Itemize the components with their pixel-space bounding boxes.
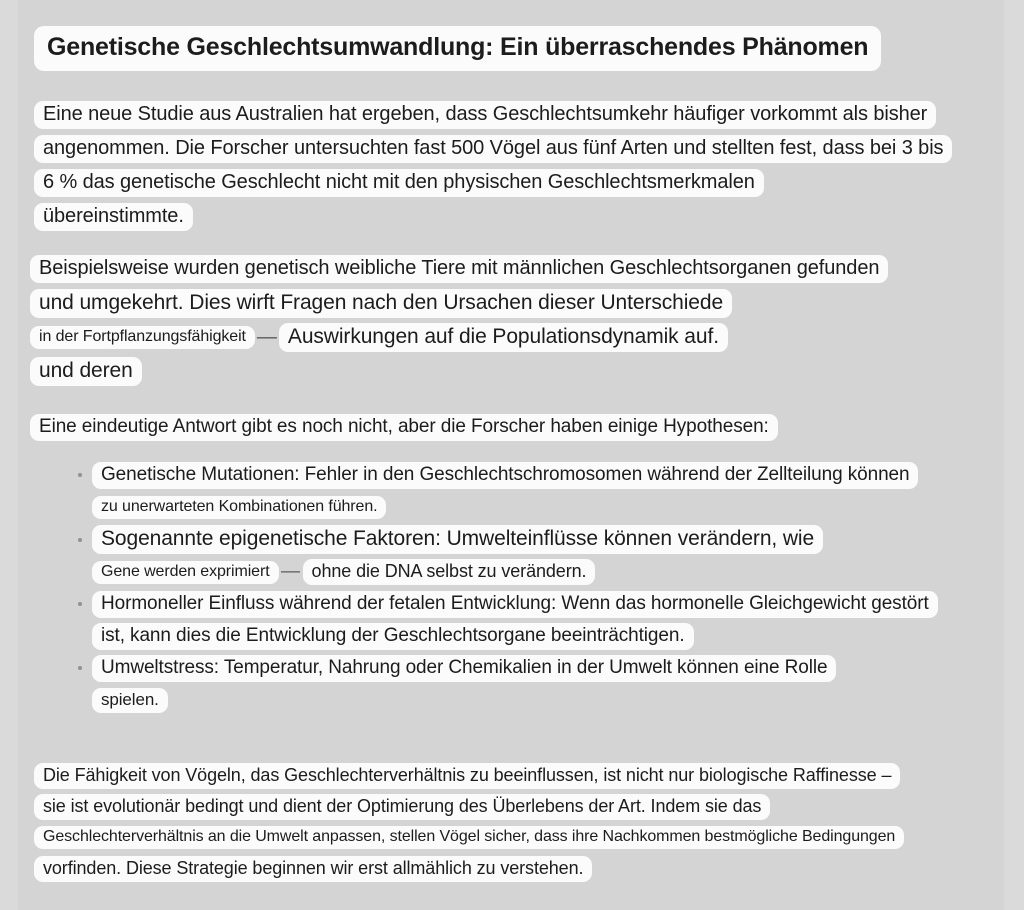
text-line <box>34 98 952 132</box>
text-line <box>34 200 952 234</box>
text-line-pill: ist, kann dies die Entwicklung der Geschlechtsorgane beeinträchtigen. <box>92 623 694 650</box>
text-line-pill: Eine neue Studie aus Australien hat ergeben, dass Geschlechtsumkehr häufiger vorkommt als bisher <box>34 101 936 129</box>
text-line-split <box>78 556 938 588</box>
text-line-pill: Hormoneller Einfluss während der fetalen Entwicklung: Wenn das hormonelle Gleichgewicht gestört <box>92 591 938 618</box>
list-item <box>78 652 938 716</box>
text-line <box>78 652 938 684</box>
text-line <box>78 459 938 491</box>
text-line-pill: sie ist evolutionär bedingt und dient der Optimierung des Überlebens der Art. Indem sie das <box>34 794 770 820</box>
text-line-pill: Genetische Mutationen: Fehler in den Geschlechtschromosomen während der Zellteilung können <box>92 462 918 489</box>
text-line-pill: Eine eindeutige Antwort gibt es noch nicht, aber die Forscher haben einige Hypothesen: <box>30 414 778 441</box>
text-line <box>30 410 778 444</box>
text-line <box>34 791 904 822</box>
title-line <box>34 26 881 71</box>
text-line-pill: Umweltstress: Temperatur, Nahrung oder Chemikalien in der Umwelt können eine Rolle <box>92 655 836 682</box>
text-line-pill-right: Auswirkungen auf die Populationsdynamik auf. <box>279 323 728 352</box>
bullet-dot-icon <box>78 473 82 477</box>
hypotheses-list <box>78 459 938 716</box>
bullet-dot-icon <box>78 602 82 606</box>
text-line-pill: 6 % das genetische Geschlecht nicht mit den physischen Geschlechtsmerkmalen <box>34 169 764 197</box>
list-item <box>78 523 938 588</box>
text-line-pill: angenommen. Die Forscher untersuchten fast 500 Vögel aus fünf Arten und stellten fest, dass bei 3 bis <box>34 135 952 163</box>
bullet-dot-icon <box>78 538 82 542</box>
text-line-pill-right: ohne die DNA selbst zu verändern. <box>303 559 596 585</box>
text-line <box>30 252 888 286</box>
text-line-pill: Sogenannte epigenetische Faktoren: Umwelteinflüsse können verändern, wie <box>92 525 823 554</box>
text-line-pill: vorfinden. Diese Strategie beginnen wir erst allmählich zu verstehen. <box>34 856 592 882</box>
text-line-pill-left: in der Fortpflanzungsfähigkeit <box>30 326 255 349</box>
text-line-pill: Beispielsweise wurden genetisch weibliche Tiere mit männlichen Geschlechtsorganen gefunden <box>30 255 888 283</box>
text-line <box>34 166 952 200</box>
text-line-pill: übereinstimmte. <box>34 203 193 231</box>
text-line-pill: und umgekehrt. Dies wirft Fragen nach den Ursachen dieser Unterschiede <box>30 289 732 318</box>
list-item <box>78 588 938 652</box>
bullet-dot-icon <box>78 666 82 670</box>
text-line-split <box>30 320 888 354</box>
text-line-pill-left: Gene werden exprimiert <box>92 561 279 584</box>
text-line <box>78 523 938 556</box>
text-line <box>34 853 904 884</box>
em-dash-connector: — <box>256 325 277 348</box>
text-line <box>78 684 938 716</box>
text-line-pill: spielen. <box>92 688 168 713</box>
paragraph-3 <box>34 760 904 884</box>
text-line-pill: Geschlechterverhältnis an die Umwelt anpassen, stellen Vögel sicher, dass ihre Nachkommen bestmögliche Bedingungen <box>34 826 904 849</box>
text-line <box>78 491 938 523</box>
text-line-pill: und deren <box>30 357 142 386</box>
text-line <box>78 620 938 652</box>
list-item <box>78 459 938 523</box>
text-line <box>34 760 904 791</box>
text-line-pill: Die Fähigkeit von Vögeln, das Geschlechterverhältnis zu beeinflussen, ist nicht nur biologische Raffinesse – <box>34 763 900 789</box>
text-line <box>34 822 904 853</box>
paragraph-2 <box>30 252 888 388</box>
text-line <box>30 286 888 320</box>
text-line-pill: zu unerwarteten Kombinationen führen. <box>92 496 386 519</box>
paragraph-1 <box>34 98 952 234</box>
text-line <box>34 132 952 166</box>
text-line <box>78 588 938 620</box>
page-title-block <box>34 26 881 71</box>
text-line <box>30 354 888 388</box>
em-dash-connector: — <box>281 561 301 582</box>
hypotheses-lead-in <box>30 410 778 444</box>
page-title: Genetische Geschlechtsumwandlung: Ein überraschendes Phänomen <box>34 26 881 71</box>
